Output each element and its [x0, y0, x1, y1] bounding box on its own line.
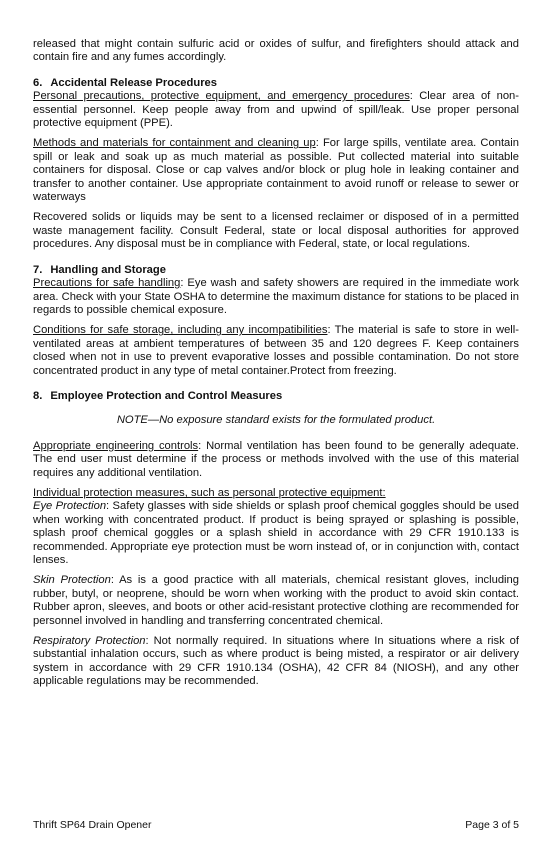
- individual-protection-colon: :: [382, 486, 386, 499]
- footer-product-name: Thrift SP64 Drain Opener: [33, 819, 152, 831]
- eye-protection-label: Eye Protection: [33, 500, 107, 513]
- section-6: [33, 77, 519, 252]
- section-8: [33, 390, 519, 689]
- engineering-controls-label: Appropriate engineering controls: [33, 439, 199, 452]
- document-body: [33, 38, 519, 689]
- safe-handling-label: Precautions for safe handling: [33, 277, 181, 290]
- containment-label: Methods and materials for containment and cleaning up: [33, 137, 316, 150]
- individual-protection-heading: [33, 487, 519, 500]
- section-6-title: Accidental Release Procedures: [50, 76, 217, 89]
- footer-page-number: Page 3 of 5: [465, 819, 519, 831]
- section-8-title: Employee Protection and Control Measures: [50, 389, 283, 402]
- exposure-note: NOTE—No exposure standard exists for the formulated product.: [116, 414, 436, 427]
- safe-handling-paragraph: [33, 277, 519, 317]
- section-7: [33, 264, 519, 378]
- section-7-heading: [33, 264, 519, 277]
- containment-text: : For large spills, ventilate area. Contain spill or leak and soak up as much material as possible. Put collected material into suitable containers for disposal. Close or cap valves and/or block or plug hole in leaking container and transfer to another container. Use appropriate containment to avoid runoff or release to sewer or waterways: [33, 137, 519, 204]
- respiratory-protection-text: : Not normally required. In situations where In situations where a risk of substantial inhalation occurs, such as where product is being misted, a respirator or air delivery system in accordance with 29 CFR 1910.134 (OSHA), 42 CFR 84 (NIOSH), and any other applicable regulations may be recommended.: [33, 635, 519, 688]
- personal-precautions-text: : Clear area of non-essential personnel. Keep people away from and upwind of spill/leak. Use proper personal protective equipment (PPE).: [33, 90, 519, 130]
- safe-storage-label: Conditions for safe storage, including any incompatibilities: [33, 324, 328, 337]
- respiratory-protection-paragraph: [33, 635, 519, 689]
- section-7-title: Handling and Storage: [50, 263, 166, 276]
- eye-protection-text: : Safety glasses with side shields or splash proof chemical goggles should be used when working with concentrated product. If product is being sprayed or splashing is possible, splash proof chemical goggles or a splash shield in accordance with 29 CFR 1910.133 is recommended. Appropriate eye protection must be worn instead of, or in conjunction with, contact lenses.: [33, 500, 519, 566]
- safe-handling-text: : Eye wash and safety showers are required in the immediate work area. Check with your State OSHA to determine the maximum distance for stations to be placed in regards to possible chemical exposure.: [33, 277, 519, 316]
- section-7-number: 7.: [33, 263, 43, 276]
- engineering-controls-text: : Normal ventilation has been found to be generally adequate. The end user must determine if the process or methods involved with the use of this material requires any additional ventilation.: [33, 439, 519, 479]
- personal-precautions-paragraph: [33, 90, 519, 130]
- safe-storage-paragraph: [33, 324, 519, 378]
- personal-precautions-label: Personal precautions, protective equipment, and emergency procedures: [33, 90, 410, 103]
- safe-storage-text: : The material is safe to store in well-ventilated areas at ambient temperatures of between 35 and 120 degrees F. Keep containers closed when not in use to prevent evaporative losses and possible contamination. Do not store concentrated product in any type of metal container.Protect from freezing.: [33, 324, 519, 377]
- respiratory-protection-label: Respiratory Protection: [33, 635, 146, 648]
- eye-protection-paragraph: [33, 500, 519, 567]
- skin-protection-text: : As is a good practice with all materials, chemical resistant gloves, including rubber, butyl, or neoprene, should be worn when working with the product to avoid skin contact. Rubber apron, sleeves, and boots or other acid-resistant protective clothing are recommended for personnel involved in handling and transferring concentrated chemical.: [33, 574, 519, 627]
- intro-paragraph: released that might contain sulfuric acid or oxides of sulfur, and firefighters should attack and contain fire and any fumes accordingly.: [33, 38, 519, 64]
- section-6-number: 6.: [33, 76, 43, 89]
- individual-protection-label: Individual protection measures, such as personal protective equipment: [33, 486, 383, 499]
- disposal-paragraph: Recovered solids or liquids may be sent to a licensed reclaimer or disposed of in a permitted waste management facility. Consult Federal, state or local disposal authorities for approved procedures. Any disposal must be in compliance with Federal, state, or local regulations.: [33, 211, 519, 251]
- skin-protection-label: Skin Protection: [33, 574, 111, 587]
- engineering-controls-paragraph: [33, 440, 519, 480]
- section-8-heading: [33, 390, 519, 403]
- skin-protection-paragraph: [33, 574, 519, 628]
- section-6-heading: [33, 77, 519, 90]
- section-8-number: 8.: [33, 389, 43, 402]
- containment-paragraph: [33, 137, 519, 204]
